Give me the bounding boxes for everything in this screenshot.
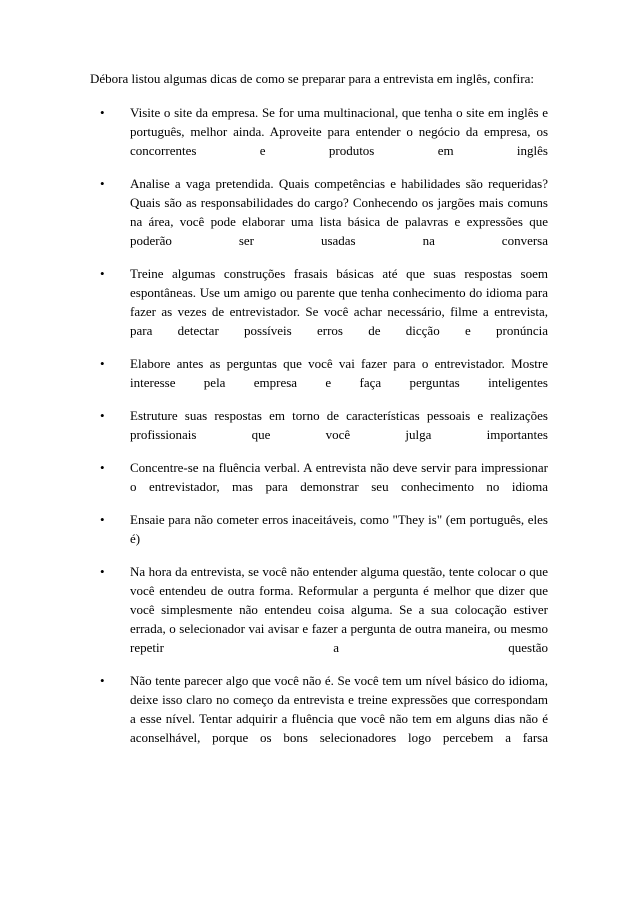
list-item-text: Na hora da entrevista, se você não entender alguma questão, tente colocar o que você entendeu de outra forma. Reformular a pergunta é melhor que dizer que você simplesmente não entendeu coisa alguma. Se a sua colocação estiver errada, o selecionador vai avisar e fazer a pergunta de outra maneira, ou mesmo repetir a questão: [130, 564, 548, 655]
bullet-icon: •: [100, 266, 105, 281]
list-item-text: Ensaie para não cometer erros inaceitáveis, como "They is" (em português, eles é): [130, 512, 548, 546]
list-item-text: Analise a vaga pretendida. Quais competências e habilidades são requeridas? Quais são as responsabilidades do cargo? Conhecendo os jargões mais comuns na área, você pode elaborar uma lista básica de palavras e expressões que poderão ser usadas na conversa: [130, 176, 548, 248]
bullet-icon: •: [100, 512, 105, 527]
bullet-icon: •: [100, 176, 105, 191]
bullet-icon: •: [100, 673, 105, 688]
document-page: [90, 69, 548, 761]
list-item-text: Elabore antes as perguntas que você vai fazer para o entrevistador. Mostre interesse pela empresa e faça perguntas inteligentes: [130, 356, 548, 390]
list-item: [90, 671, 548, 747]
list-item: [90, 264, 548, 340]
list-item: [90, 562, 548, 657]
bullet-icon: •: [100, 356, 105, 371]
list-item-text: Não tente parecer algo que você não é. Se você tem um nível básico do idioma, deixe isso claro no começo da entrevista e treine expressões que correspondam a esse nível. Tentar adquirir a fluência que você não tem em alguns dias não é aconselhável, porque os bons selecionadores logo percebem a farsa: [130, 673, 548, 745]
bullet-icon: •: [100, 564, 105, 579]
tips-list: [90, 103, 548, 747]
list-item-text: Estruture suas respostas em torno de características pessoais e realizações profissionais que você julga importantes: [130, 408, 548, 442]
bullet-icon: •: [100, 105, 105, 120]
list-item: [90, 406, 548, 444]
list-item: [90, 354, 548, 392]
list-item-text: Concentre-se na fluência verbal. A entrevista não deve servir para impressionar o entrevistador, mas para demonstrar seu conhecimento no idioma: [130, 460, 548, 494]
list-item: [90, 458, 548, 496]
list-item-text: Visite o site da empresa. Se for uma multinacional, que tenha o site em inglês e português, melhor ainda. Aproveite para entender o negócio da empresa, os concorrentes e produtos em inglês: [130, 105, 548, 158]
list-item: [90, 103, 548, 160]
bullet-icon: •: [100, 408, 105, 423]
list-item: [90, 510, 548, 548]
intro-paragraph: Débora listou algumas dicas de como se preparar para a entrevista em inglês, confira:: [90, 71, 534, 86]
list-item-text: Treine algumas construções frasais básicas até que suas respostas soem espontâneas. Use um amigo ou parente que tenha conhecimento do idioma para fazer as vezes de entrevistador. Se você achar necessário, filme a entrevista, para detectar possíveis erros de dicção e pronúncia: [130, 266, 548, 338]
list-item: [90, 174, 548, 250]
bullet-icon: •: [100, 460, 105, 475]
